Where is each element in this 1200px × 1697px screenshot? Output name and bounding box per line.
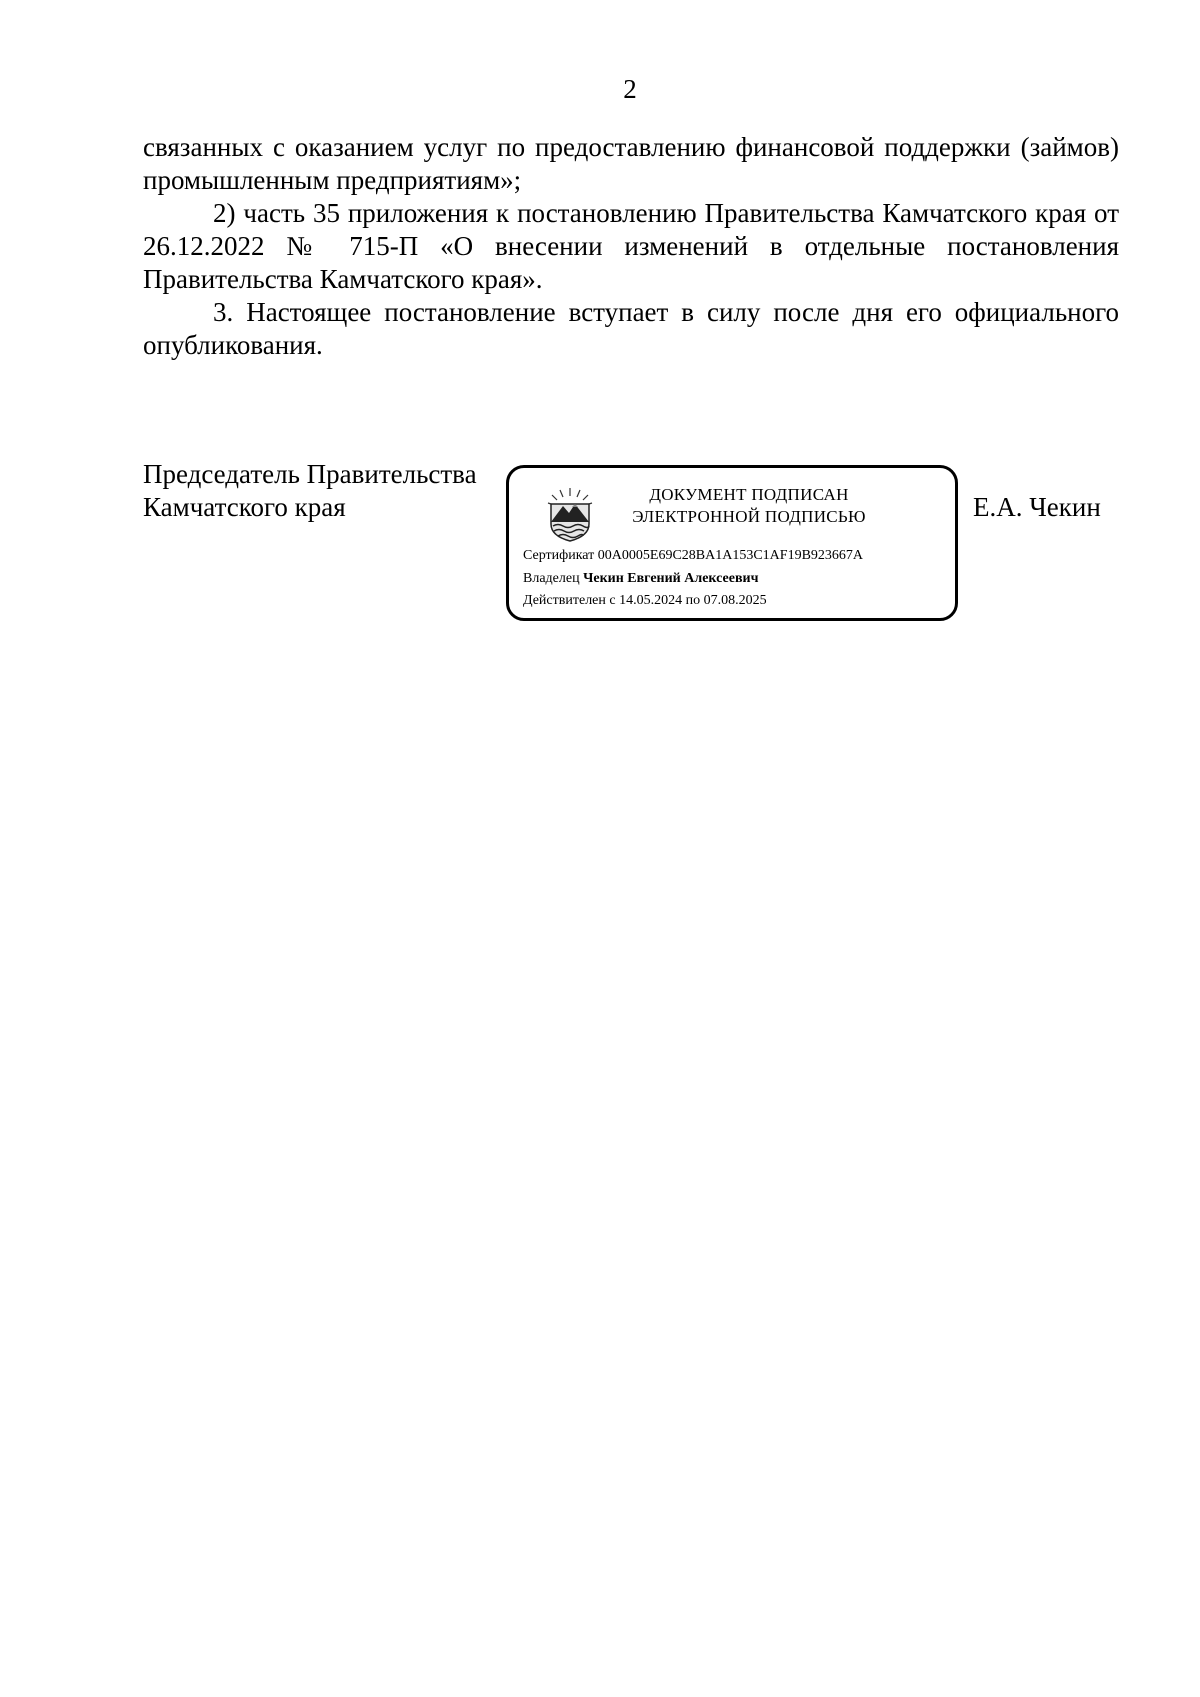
kamchatka-emblem-icon <box>545 486 595 542</box>
paragraph-item-3: 3. Настоящее постановление вступает в силу после дня его официального опубликования. <box>143 297 1119 360</box>
valid-to-date: 07.08.2025 <box>703 593 767 608</box>
signatory-name: Е.А. Чекин <box>973 492 1101 522</box>
stamp-heading <box>609 484 889 528</box>
document-body <box>143 131 1119 362</box>
signatory-position-line-2: Камчатского края <box>143 492 346 522</box>
page-number: 2 <box>623 74 637 104</box>
owner-label: Владелец <box>523 571 580 586</box>
valid-from-date: 14.05.2024 <box>619 593 683 608</box>
valid-from-label: Действителен с <box>523 593 616 608</box>
electronic-signature-stamp <box>506 465 958 621</box>
signatory-position <box>143 458 477 524</box>
stamp-heading-line-2: ЭЛЕКТРОННОЙ ПОДПИСЬЮ <box>632 507 866 526</box>
owner-value: Чекин Евгений Алексеевич <box>583 571 759 586</box>
certificate-value: 00A0005E69C28BA1A153C1AF19B923667A <box>597 548 864 563</box>
paragraph-item-2: 2) часть 35 приложения к постановлению Правительства Камчатского края от 26.12.2022 № 715-П «О внесении изменений в отдельные постановления Правительства Камчатского края». <box>143 198 1119 294</box>
stamp-heading-line-1: ДОКУМЕНТ ПОДПИСАН <box>649 485 849 504</box>
stamp-validity <box>523 592 767 610</box>
stamp-certificate <box>523 547 863 565</box>
certificate-label: Сертификат <box>523 548 595 563</box>
paragraph-continuation: связанных с оказанием услуг по предоставлению финансовой поддержки (займов) промышленным предприятиям»; <box>143 132 1119 195</box>
signatory-position-line-1: Председатель Правительства <box>143 459 477 489</box>
stamp-owner <box>523 570 758 588</box>
valid-to-label: по <box>685 593 701 608</box>
